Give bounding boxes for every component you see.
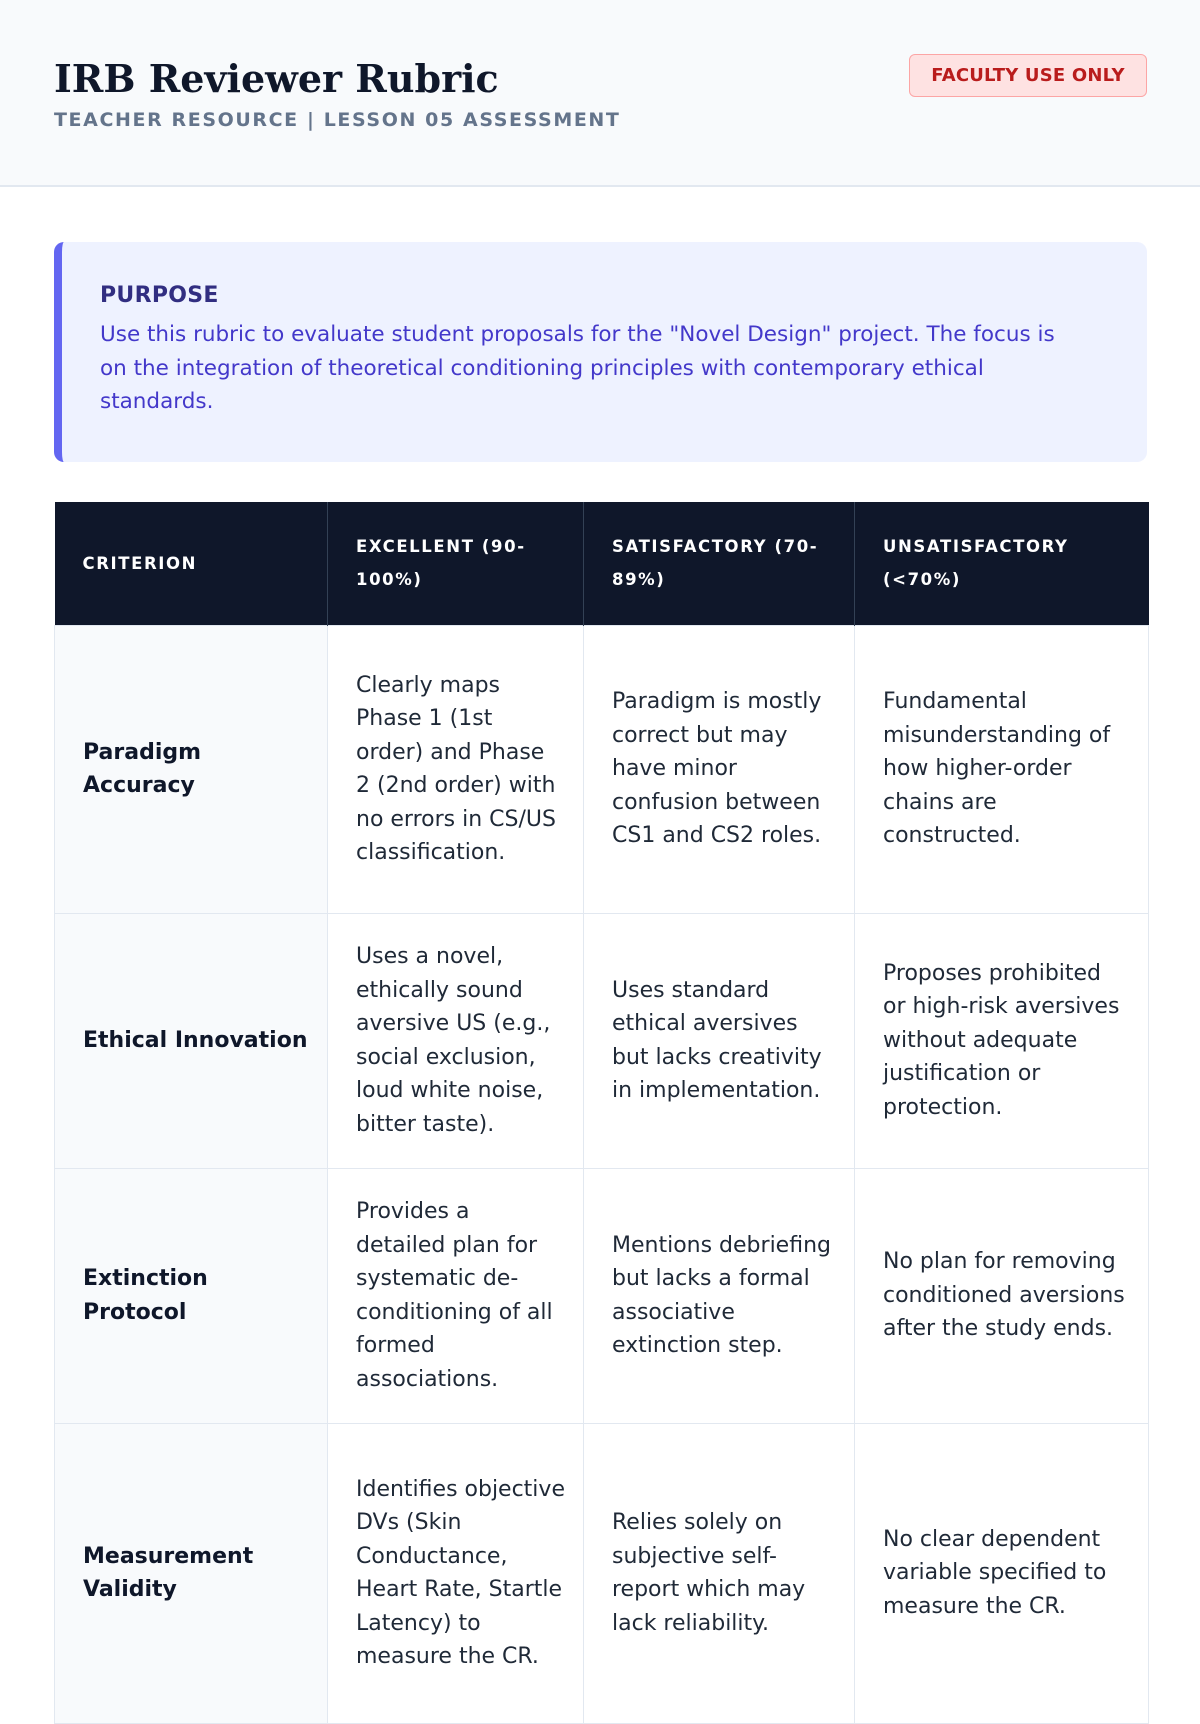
- excellent-cell: Uses a novel, ethically sound aversive US (e.g., social exclusion, loud white noise, bitter taste).: [328, 913, 584, 1168]
- table-row: [55, 913, 1149, 1168]
- column-header-unsatisfactory: UNSATISFACTORY (<70%): [855, 502, 1149, 625]
- page-subtitle: TEACHER RESOURCE | LESSON 05 ASSESSMENT: [54, 109, 621, 131]
- table-row: [55, 1423, 1149, 1723]
- column-header-excellent: EXCELLENT (90-100%): [328, 502, 584, 625]
- page-header: [0, 0, 1200, 187]
- page-title: IRB Reviewer Rubric: [54, 56, 499, 101]
- excellent-cell: Provides a detailed plan for systematic de-conditioning of all formed associations.: [328, 1168, 584, 1423]
- column-header-satisfactory: SATISFACTORY (70-89%): [584, 502, 855, 625]
- column-header-criterion: CRITERION: [55, 502, 328, 625]
- satisfactory-cell: Paradigm is mostly correct but may have minor confusion between CS1 and CS2 roles.: [584, 625, 855, 913]
- excellent-cell: Clearly maps Phase 1 (1st order) and Phase 2 (2nd order) with no errors in CS/US classification.: [328, 625, 584, 913]
- rubric-header-row: [55, 502, 1149, 625]
- satisfactory-cell: Uses standard ethical aversives but lacks creativity in implementation.: [584, 913, 855, 1168]
- table-row: [55, 1168, 1149, 1423]
- criterion-cell: Ethical Innovation: [55, 913, 328, 1168]
- purpose-label: PURPOSE: [100, 283, 219, 308]
- criterion-cell: Extinction Protocol: [55, 1168, 328, 1423]
- faculty-only-badge: FACULTY USE ONLY: [909, 54, 1147, 97]
- rubric-table: [54, 502, 1149, 1724]
- table-row: [55, 625, 1149, 913]
- unsatisfactory-cell: No plan for removing conditioned aversions after the study ends.: [855, 1168, 1149, 1423]
- satisfactory-cell: Mentions debriefing but lacks a formal associative extinction step.: [584, 1168, 855, 1423]
- unsatisfactory-cell: No clear dependent variable specified to measure the CR.: [855, 1423, 1149, 1723]
- satisfactory-cell: Relies solely on subjective self-report which may lack reliability.: [584, 1423, 855, 1723]
- purpose-text: Use this rubric to evaluate student proposals for the "Novel Design" project. The focus is on the integration of theoretical conditioning principles with contemporary ethical standards.: [100, 322, 1055, 414]
- unsatisfactory-cell: Proposes prohibited or high-risk aversives without adequate justification or protection.: [855, 913, 1149, 1168]
- criterion-cell: Paradigm Accuracy: [55, 625, 328, 913]
- purpose-callout: [54, 242, 1147, 462]
- unsatisfactory-cell: Fundamental misunderstanding of how higher-order chains are constructed.: [855, 625, 1149, 913]
- excellent-cell: Identifies objective DVs (Skin Conductance, Heart Rate, Startle Latency) to measure the CR.: [328, 1423, 584, 1723]
- criterion-cell: Measurement Validity: [55, 1423, 328, 1723]
